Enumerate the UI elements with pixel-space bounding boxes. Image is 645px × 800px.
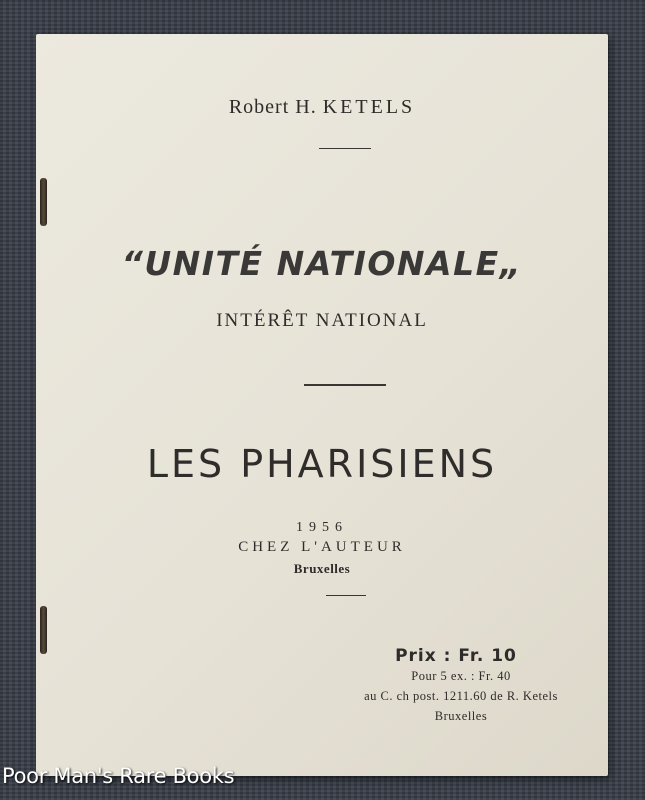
divider-rule-1 [319,148,371,149]
price-block [316,646,606,726]
staple-top [40,178,47,226]
author-first-name: Robert H. [228,96,317,118]
staple-bottom [40,606,47,654]
price-main: Prix : Fr. 10 [395,646,517,666]
booklet-cover [36,34,608,776]
price-account: au C. ch post. 1211.60 de R. Ketels [364,689,558,703]
publication-year: 1956 [296,520,348,535]
price-bulk: Pour 5 ex. : Fr. 40 [411,669,511,683]
price-city: Bruxelles [434,709,488,723]
divider-rule-2 [304,384,386,386]
author-name [36,96,608,119]
publisher: CHEZ L'AUTEUR [238,539,406,555]
book-title: LES PHARISIENS [146,442,498,486]
divider-rule-3 [326,595,366,596]
author-surname: KETELS [322,96,416,118]
subheadline: INTÉRÊT NATIONAL [216,310,428,331]
headline: “UNITÉ NATIONALE„ [121,244,523,283]
watermark: Poor Man's Rare Books [2,764,235,788]
publication-city: Bruxelles [293,561,351,576]
